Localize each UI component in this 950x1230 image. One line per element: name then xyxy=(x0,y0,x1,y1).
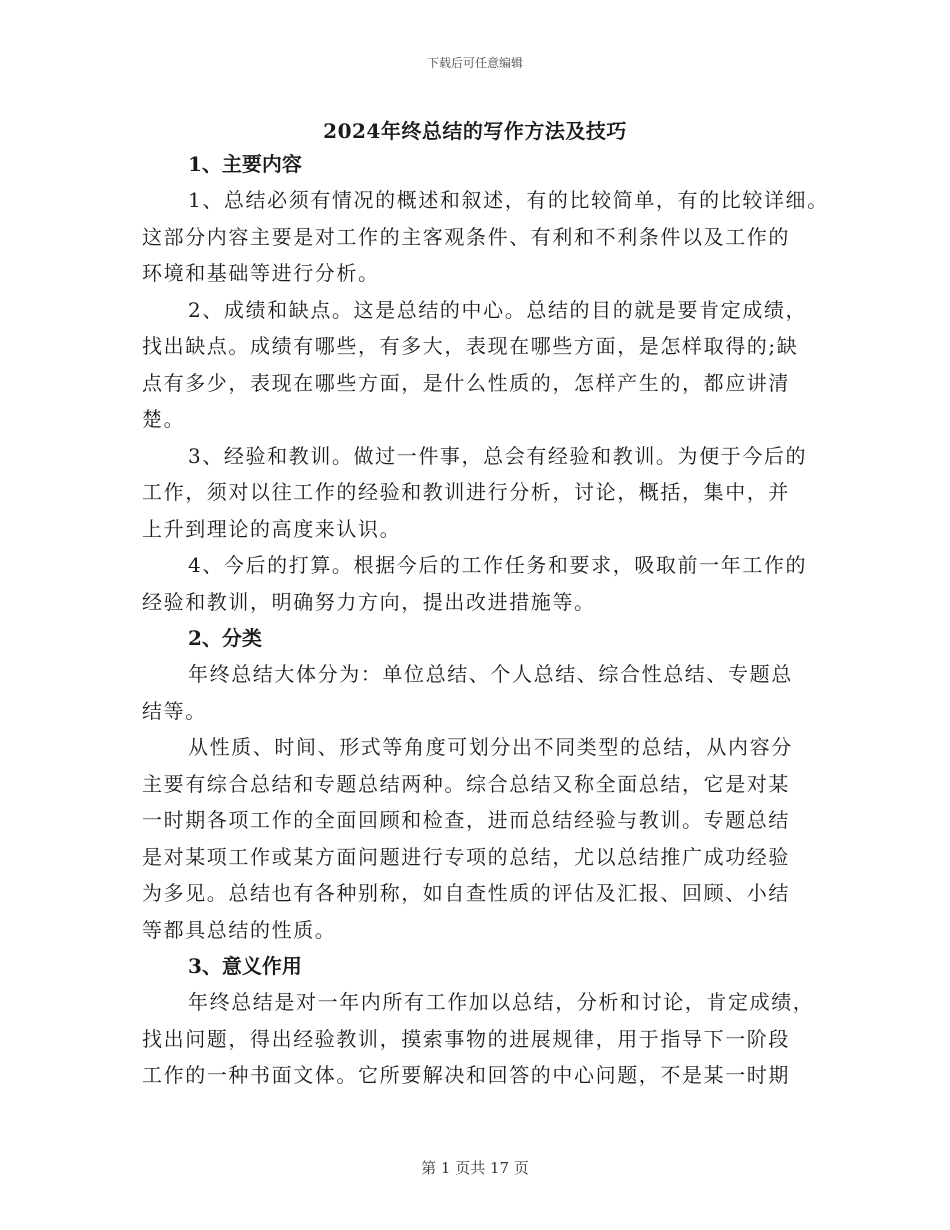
text-line: 年终总结大体分为：单位总结、个人总结、综合性总结、专题总 xyxy=(188,662,793,686)
paragraph xyxy=(142,656,822,729)
text-line: 一时期各项工作的全面回顾和检查，进而总结经验与教训。专题总结 xyxy=(142,808,790,832)
section-heading: 3、意义作用 xyxy=(188,954,302,978)
text-line: 3、经验和教训。做过一件事，总会有经验和教训。为便于今后的 xyxy=(188,443,808,468)
text-line: 上升到理论的高度来认识。 xyxy=(142,516,402,541)
paragraph xyxy=(142,984,822,1094)
text-line: 楚。 xyxy=(142,407,186,431)
text-line: 这部分内容主要是对工作的主客观条件、有利和不利条件以及工作的 xyxy=(142,224,790,249)
paragraph xyxy=(142,729,822,948)
text-line: 年终总结是对一年内所有工作加以总结，分析和讨论，肯定成绩， xyxy=(188,990,815,1014)
page-footer: 第 1 页共 17 页 xyxy=(421,1159,529,1177)
text-line: 等都具总结的性质。 xyxy=(142,917,337,942)
text-line: 4、今后的打算。根据今后的工作任务和要求，吸取前一年工作的 xyxy=(188,553,808,577)
document-title: 2024年终总结的写作方法及技巧 xyxy=(323,119,627,143)
text-line: 点有多少，表现在哪些方面，是什么性质的，怎样产生的，都应讲清 xyxy=(142,370,790,395)
header-note: 下载后可任意编辑 xyxy=(426,56,523,70)
text-line: 从性质、时间、形式等角度可划分出不同类型的总结，从内容分 xyxy=(188,735,793,759)
text-line: 工作的一种书面文体。它所要解决和回答的中心问题，不是某一时期 xyxy=(142,1063,790,1087)
text-line: 结等。 xyxy=(142,698,207,723)
text-line: 环境和基础等进行分析。 xyxy=(142,261,380,285)
text-line: 主要有综合总结和专题总结两种。综合总结又称全面总结，它是对某 xyxy=(142,771,790,796)
text-line: 找出缺点。成绩有哪些，有多大，表现在哪些方面，是怎样取得的;缺 xyxy=(142,334,799,358)
paragraph xyxy=(142,182,829,292)
section-heading: 2、分类 xyxy=(188,626,262,650)
text-line: 为多见。总结也有各种别称，如自查性质的评估及汇报、回顾、小结 xyxy=(142,881,790,905)
paragraph xyxy=(142,547,822,620)
text-line: 找出问题，得出经验教训，摸索事物的进展规律，用于指导下一阶段 xyxy=(142,1026,790,1051)
text-line: 工作，须对以往工作的经验和教训进行分析，讨论，概括，集中，并 xyxy=(142,480,790,504)
paragraph xyxy=(142,292,822,438)
document-body xyxy=(142,146,829,1094)
section-heading: 1、主要内容 xyxy=(188,152,302,176)
text-line: 1、总结必须有情况的概述和叙述，有的比较简单，有的比较详细。 xyxy=(188,188,829,212)
paragraph xyxy=(142,438,822,548)
text-line: 是对某项工作或某方面问题进行专项的总结，尤以总结推广成功经验 xyxy=(142,844,790,869)
text-line: 经验和教训，明确努力方向，提出改进措施等。 xyxy=(142,589,596,614)
text-line: 2、成绩和缺点。这是总结的中心。总结的目的就是要肯定成绩， xyxy=(188,297,808,322)
